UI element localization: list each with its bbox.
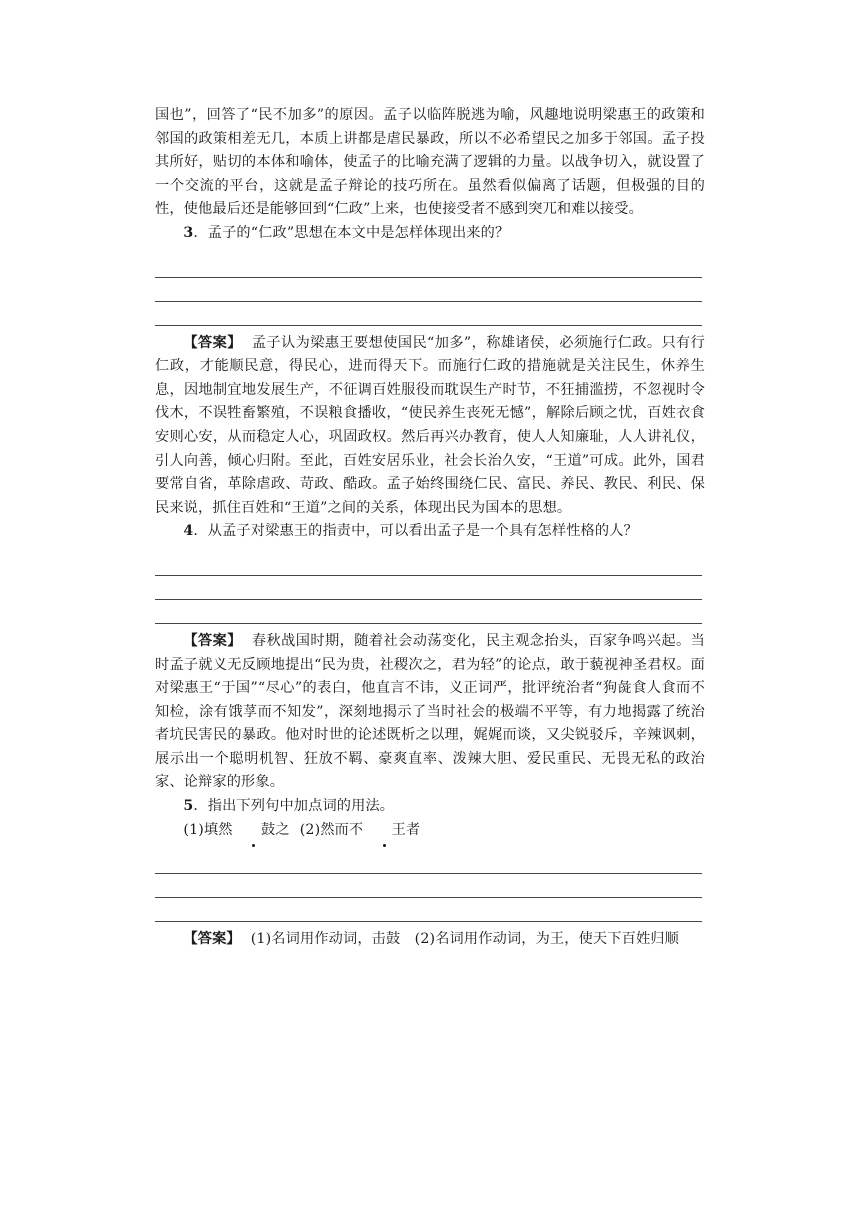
question-5 <box>155 795 705 819</box>
question-5-items <box>155 819 705 843</box>
blank-line <box>155 278 702 302</box>
answer-label: 【答案】 <box>183 931 241 948</box>
item-1-prefix: (1)填然 <box>183 821 233 838</box>
blank-line <box>155 552 702 576</box>
answer-text: (1)名词用作动词，击鼓 (2)名词用作动词，为王，使天下百姓归顺 <box>250 931 679 948</box>
answer-text: 孟子认为梁惠王要想使国民“加多”，称雄诸侯，必须施行仁政。只有行仁政，才能顺民意，得民心，进而得天下。而施行仁政的措施就是关注民生，休养生息，因地制宜地发展生产，不征调百姓服役而耽误生产时节，不狂捕滥捞，不忽视时令伐木，不误牲畜繁殖，不误粮食播收，“使民养生丧死无憾”，解除后顾之忧，百姓衣食安则心安，从而稳定人心，巩固政权。然后再兴办教育，使人人知廉耻，人人讲礼仪，引人向善，倾心归附。至此，百姓安居乐业，社会长治久安，“王道”可成。此外，国君要常自省，革除虐政、苛政、酷政。孟子始终围绕仁民、富民、养民、教民、利民、保民来说，抓住百姓和“王道”之间的关系，体现出民为国本的思想。 <box>155 334 705 516</box>
answer-text: 春秋战国时期，随着社会动荡变化，民主观念抬头，百家争鸣兴起。当时孟子就义无反顾地提出“民为贵，社稷次之，君为轻”的论点，敢于藐视神圣君权。面对梁惠王“于国”“尽心”的表白，他直言不讳，义正词严，批评统治者“狗彘食人食而不知检，涂有饿莩而不知发”，深刻地揭示了当时社会的极端不平等，有力地揭露了统治者坑民害民的暴政。他对时世的论述既析之以理，娓娓而谈，又尖锐驳斥，辛辣讽刺，展示出一个聪明机智、狂放不羁、豪爽直率、泼辣大胆、爱民重民、无畏无私的政治家、论辩家的形象。 <box>155 632 706 791</box>
document-page <box>155 104 705 952</box>
question-3 <box>155 222 705 246</box>
answer-4 <box>155 630 705 795</box>
answer-5 <box>155 928 705 952</box>
item-2-prefix: (2)然而不 <box>299 821 364 838</box>
blank-line <box>155 254 702 278</box>
question-number: 4 <box>183 523 194 540</box>
intro-paragraph: 国也”，回答了“民不加多”的原因。孟子以临阵脱逃为喻，风趣地说明梁惠王的政策和邻国的政策相差无几，本质上讲都是虐民暴政，所以不必希望民之加多于邻国。孟子投其所好，贴切的本体和喻体，使孟子的比喻充满了逻辑的力量。以战争切入，就设置了一个交流的平台，这就是孟子辩论的技巧所在。虽然看似偏离了话题，但极强的目的性，使他最后还是能够回到“仁政”上来，也使接受者不感到突兀和难以接受。 <box>155 107 705 218</box>
question-text: ．指出下列句中加点词的用法。 <box>193 798 395 815</box>
question-number: 3 <box>183 224 194 241</box>
item-1-suffix: 之 <box>275 821 290 838</box>
question-4 <box>155 520 705 544</box>
dotted-word: 王 <box>363 819 406 843</box>
question-number: 5 <box>183 798 194 815</box>
blank-line <box>155 850 702 874</box>
answer-blank-lines <box>155 850 705 922</box>
answer-blank-lines <box>155 552 705 624</box>
blank-line <box>155 898 702 922</box>
question-text: ．从孟子对梁惠王的指责中，可以看出孟子是一个具有怎样性格的人？ <box>193 523 638 540</box>
dotted-word: 鼓 <box>233 819 276 843</box>
blank-line <box>155 600 702 624</box>
blank-line <box>155 576 702 600</box>
blank-line <box>155 874 702 898</box>
item-2-suffix: 者 <box>406 821 421 838</box>
answer-label: 【答案】 <box>183 632 242 649</box>
answer-3 <box>155 332 705 521</box>
answer-blank-lines <box>155 254 705 326</box>
question-text: ．孟子的“仁政”思想在本文中是怎样体现出来的？ <box>193 224 510 241</box>
blank-line <box>155 302 702 326</box>
answer-label: 【答案】 <box>183 334 242 351</box>
